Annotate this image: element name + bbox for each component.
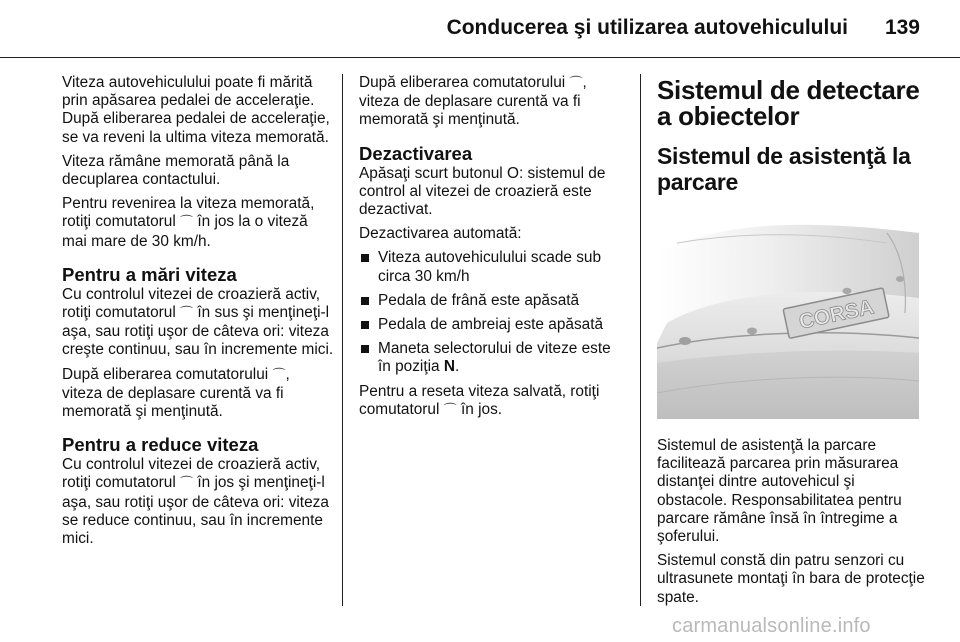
heading-reduce-speed: Pentru a reduce viteza <box>62 434 259 456</box>
plate-text: CORSA <box>796 295 876 334</box>
paragraph <box>62 366 334 422</box>
paragraph: Sistemul constă din patru senzori cu ultrasunete montaţi în bara de protecţie spate. <box>657 552 925 606</box>
bullet-icon <box>361 321 369 329</box>
text: Pentru a reseta viteza salvată, rotiţi comutatorul <box>359 382 600 418</box>
header-rule <box>0 57 960 58</box>
text: Viteza autovehiculului scade sub circa 30 km/h <box>378 249 602 285</box>
paragraph <box>359 165 625 220</box>
car-rear-bumper-illustration <box>657 213 919 419</box>
watermark: carmanualsonline.info <box>672 615 871 637</box>
column-2 <box>359 74 625 426</box>
text: Apăsaţi scurt butonul <box>359 164 503 182</box>
text: Cu controlul vitezei de croazieră activ, rotiţi comutatorul <box>62 456 321 492</box>
paragraph <box>359 74 625 130</box>
text: Cu controlul vitezei de croazieră activ, rotiţi comutatorul <box>62 285 321 322</box>
paragraph: Dezactivarea automată: <box>359 225 522 243</box>
list-item <box>359 316 625 334</box>
heading-increase-speed: Pentru a mări viteza <box>62 263 237 285</box>
bullet-icon <box>361 297 369 305</box>
text: , viteza de deplasare curentă va fi memorată şi menţinută. <box>62 365 290 421</box>
page-header <box>0 0 960 58</box>
text: : sistemul de control al vitezei de croazieră este dezactivat. <box>359 164 606 219</box>
paragraph: Sistemul de asistenţă la parcare facilitează parcarea prin măsurarea distanţei dintre autovehicul şi obstacole. Responsabilitatea pentru parcare rămâne însă în întregime a şoferului. <box>657 437 902 546</box>
switch-minus-icon: ⌒ <box>569 76 583 91</box>
paragraph: Viteza autovehiculului poate fi mărită prin apăsarea pedalei de acceleraţie. După eliberarea pedalei de acceleraţie, se va reveni la ultima viteza memorată. <box>62 74 330 146</box>
column-3 <box>657 74 925 613</box>
switch-minus-icon: ⌒ <box>180 215 194 231</box>
list-item <box>359 249 625 285</box>
bullet-icon <box>361 345 369 353</box>
text: Pentru revenirea la viteza memorată, rotiţi comutatorul <box>62 195 315 231</box>
subsection-title: Sistemul de asistenţă la parcare <box>657 143 911 195</box>
text: în sus şi menţineţi-l aşa, sau rotiţi uşor de câteva ori: viteza creşte continuu, sau în incremente mici. <box>62 304 334 359</box>
switch-minus-icon: ⌒ <box>443 402 457 418</box>
text: , viteza de deplasare curentă va fi memorată şi menţinută. <box>359 74 587 129</box>
paragraph <box>62 286 334 360</box>
text: în jos la o viteză mai mare de 30 km/h. <box>62 213 308 250</box>
gear-position: N <box>443 358 456 376</box>
heading-deactivation: Dezactivarea <box>359 142 473 164</box>
text: în jos şi menţineţi-l aşa, sau rotiţi uşor de câteva ori: viteza se reduce continuu, sau în incremente mici. <box>62 474 329 548</box>
page-number: 139 <box>884 16 920 39</box>
paragraph <box>62 195 334 251</box>
text: Maneta selectorului de viteze este în poziţia <box>378 340 611 376</box>
car-rear-illustration-svg <box>657 213 919 419</box>
column-divider-2 <box>640 74 641 606</box>
list-item <box>359 340 625 376</box>
column-divider-1 <box>342 74 343 606</box>
text: în jos. <box>461 400 503 418</box>
text: Pedala de frână este apăsată <box>378 291 580 309</box>
switch-minus-icon: ⌒ <box>180 476 194 492</box>
text: Pedala de ambreiaj este apăsată <box>378 316 604 334</box>
bullet-icon <box>361 254 369 262</box>
paragraph <box>359 383 625 420</box>
list-item <box>359 292 625 310</box>
section-title: Sistemul de detectare a obiectelor <box>657 75 920 131</box>
bullet-list <box>359 249 625 376</box>
text: . <box>455 358 460 376</box>
text: După eliberarea comutatorului <box>359 74 566 91</box>
paragraph <box>62 456 334 548</box>
text: După eliberarea comutatorului <box>62 365 269 383</box>
paragraph: Viteza rămâne memorată până la decuplarea contactului. <box>62 152 290 189</box>
column-1 <box>62 74 334 554</box>
header-title: Conducerea şi utilizarea autovehiculului <box>446 16 848 39</box>
off-button-icon: O <box>507 164 519 182</box>
switch-plus-icon: ⌒ <box>180 306 194 322</box>
switch-plus-icon: ⌒ <box>272 367 286 383</box>
